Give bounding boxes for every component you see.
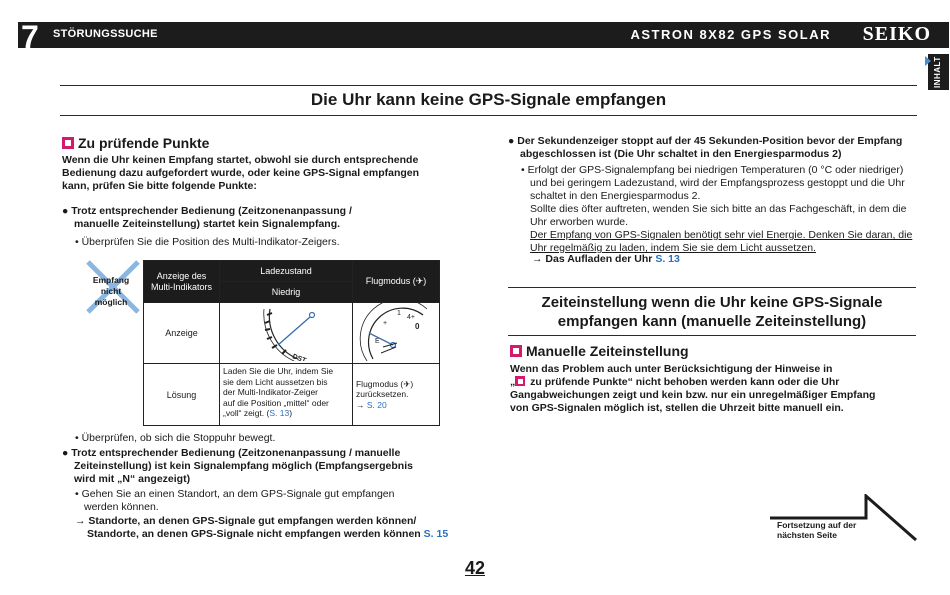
- section-title-text: Manuelle Zeiteinstellung: [526, 343, 689, 359]
- item2-ref-text: Standorte, an denen GPS-Signale gut empfangen werden können/: [88, 515, 417, 527]
- solution-line: der Multi-Indikator-Zeiger: [223, 387, 318, 397]
- continue-line: Fortsetzung auf der: [777, 520, 857, 530]
- dial-flight-cell: [352, 303, 439, 364]
- item2-reference: [75, 515, 448, 541]
- item3-body-line: • Erfolgt der GPS-Signalempfang bei niedrigen Temperaturen (0 °C oder niedriger): [521, 164, 904, 176]
- link-page-15[interactable]: S. 15: [423, 528, 449, 540]
- solution-line: auf die Position „mittel“ oder: [223, 397, 329, 408]
- subtitle-rule-bottom: [508, 335, 916, 336]
- contents-arrow-icon[interactable]: [925, 56, 931, 66]
- section-title-text: Zu prüfende Punkte: [78, 135, 210, 151]
- item1-heading: [62, 205, 352, 231]
- item1-sub2: • Überprüfen, ob sich die Stoppuhr bewegt.: [75, 432, 276, 444]
- header-bar: [18, 19, 949, 55]
- solution-line: Laden Sie die Uhr, indem Sie: [223, 366, 334, 376]
- table-header-multi: [144, 261, 220, 303]
- dial-mark: 1: [396, 310, 401, 317]
- section-marker-icon: [62, 137, 74, 149]
- table-header-text: Multi-Indikators: [151, 281, 213, 292]
- section-marker-icon: [510, 345, 522, 357]
- dial-mark: E: [374, 338, 380, 345]
- link-page-13[interactable]: S. 13: [269, 408, 290, 418]
- manual-time-title-line: empfangen kann (manuelle Zeiteinstellung): [557, 313, 867, 330]
- page-number: 42: [464, 558, 486, 578]
- item3-body-line: Sollte dies öfter auftreten, wenden Sie sich bitte an das Fachgeschäft, in dem die: [530, 203, 907, 215]
- dial-dst-label: DST: [291, 353, 307, 361]
- item1-heading-line: manuelle Zeiteinstellung) startet kein Signalempfang.: [74, 218, 341, 230]
- solution-text: „voll“ zeigt. (: [223, 408, 270, 418]
- ref-arrow-icon: →: [355, 399, 365, 410]
- manual-body-line: von GPS-Signalen möglich ist, stellen die Uhrzeit bitte manuell ein.: [510, 402, 844, 414]
- link-page-13b[interactable]: S. 13: [655, 253, 680, 265]
- item2-ref-line: [75, 528, 448, 541]
- solution-line: [356, 400, 436, 411]
- ref-arrow-icon: →: [532, 253, 543, 265]
- item2-heading-line: wird mit „N“ angezeigt): [74, 473, 191, 485]
- chapter-title: STÖRUNGSSUCHE: [53, 28, 158, 40]
- intro-line: Bedienung dazu aufgefordert wurde, oder keine GPS-Signal empfangen: [62, 167, 420, 179]
- manual-time-title: [508, 293, 916, 331]
- title-rule-bottom: [60, 115, 917, 116]
- no-reception-line: Empfang: [92, 275, 130, 285]
- indicator-table: [143, 260, 440, 426]
- item3-body-line: Uhr erworben wurde.: [530, 216, 629, 228]
- brand-logo: SEIKO: [862, 23, 931, 45]
- item3-note-line: Der Empfang von GPS-Signalen benötigt sehr viel Energie. Denken Sie daran, die: [530, 229, 913, 241]
- table-row-display: Anzeige: [144, 303, 220, 364]
- link-page-20[interactable]: S. 20: [366, 399, 387, 410]
- solution-line: [223, 408, 349, 419]
- item3-heading-line: ● Der Sekundenzeiger stoppt auf der 45 Sekunden-Position bevor der Empfang: [508, 135, 903, 147]
- item3-heading: [508, 135, 902, 161]
- section-title-manual: [510, 343, 689, 359]
- intro-text: [62, 154, 419, 193]
- dial-mark: 4+: [406, 314, 415, 321]
- manual-body-line: Gangabweichungen zeigt und kein bzw. nur ein unregelmäßiger Empfang: [510, 389, 876, 401]
- table-header-text: Anzeige des: [156, 270, 207, 281]
- item3-body-line: schaltet in den Energiesparmodus 2.: [530, 190, 701, 202]
- dial-mark: +: [382, 320, 388, 327]
- model-name: ASTRON 8X82 GPS SOLAR: [630, 27, 831, 42]
- intro-line: kann, prüfen Sie bitte folgende Punkte:: [62, 180, 257, 192]
- item3-body: [521, 164, 912, 255]
- section-title-check-points: [62, 135, 209, 151]
- dial-mark: 0: [414, 322, 420, 331]
- table-header-flight: Flugmodus (✈): [352, 261, 439, 303]
- item2-sub: [75, 488, 394, 514]
- open-quote: „: [510, 376, 516, 388]
- item2-sub-line: werden können.: [84, 501, 159, 513]
- solution-line: zurücksetzen.: [355, 389, 409, 400]
- solution-charge: [220, 364, 353, 426]
- item2-heading-line: ● Trotz entsprechender Bedienung (Zeitzonenanpassung / manuelle: [62, 447, 401, 459]
- table-header-low: Niedrig: [220, 282, 353, 303]
- item2-ref-line: [75, 515, 448, 528]
- no-reception-label: [84, 275, 138, 308]
- continue-line: nächsten Seite: [777, 530, 837, 540]
- item2-heading: [62, 447, 413, 486]
- ref-arrow-icon: →: [75, 515, 86, 527]
- no-reception-line: nicht möglich: [94, 286, 128, 307]
- item2-sub-line: • Gehen Sie an einen Standort, an dem GPS-Signale gut empfangen: [75, 488, 395, 500]
- item3-heading-line: abgeschlossen ist (Die Uhr schaltet in den Energiesparmodus 2): [520, 148, 842, 160]
- item3-note-line: Uhr regelmäßig zu laden, indem Sie sie dem Licht aussetzen.: [530, 242, 816, 254]
- manual-body: [510, 363, 875, 415]
- intro-line: Wenn die Uhr keinen Empfang startet, obwohl sie durch entsprechende: [62, 154, 419, 166]
- item3-ref-text: Das Aufladen der Uhr: [545, 253, 653, 265]
- item2-heading-line: Zeiteinstellung) ist kein Signalempfang möglich (Empfangsergebnis: [74, 460, 413, 472]
- item3-reference: [532, 253, 680, 266]
- item3-body-line: und bei geringem Ladezustand, wird der Empfangsprozess gestoppt und die Uhr: [530, 177, 905, 189]
- item1-heading-line: ● Trotz entsprechender Bedienung (Zeitzonenanpassung /: [62, 205, 352, 217]
- manual-body-line: [510, 376, 875, 389]
- solution-line: Flugmodus (✈): [355, 378, 414, 389]
- solution-flight: [352, 364, 439, 426]
- subtitle-rule-top: [508, 287, 916, 288]
- manual-body-text: zu prüfende Punkte“ nicht behoben werden kann oder die Uhr: [530, 376, 840, 388]
- item2-ref-text: Standorte, an denen GPS-Signale nicht empfangen werden können: [87, 528, 421, 540]
- section-marker-icon: [515, 376, 525, 386]
- solution-text: ): [289, 408, 293, 418]
- manual-body-line: Wenn das Problem auch unter Berücksichtigung der Hinweise in: [510, 363, 833, 375]
- chapter-number: 7: [21, 19, 39, 55]
- manual-time-title-line: Zeiteinstellung wenn die Uhr keine GPS-Signale: [541, 294, 883, 311]
- table-header-charge: Ladezustand: [220, 261, 353, 282]
- continue-label: [777, 520, 856, 540]
- dial-low-cell: [220, 303, 353, 364]
- contents-tab-label[interactable]: INHALT: [933, 56, 942, 88]
- table-row-solution: Lösung: [144, 364, 220, 426]
- dial-flight-illustration: [353, 303, 439, 361]
- page-title: Die Uhr kann keine GPS-Signale empfangen: [310, 90, 667, 109]
- title-rule-top: [60, 85, 917, 86]
- solution-line: sie dem Licht aussetzen bis: [223, 376, 328, 387]
- dial-low-illustration: [220, 303, 351, 361]
- item1-sub: • Überprüfen Sie die Position des Multi-Indikator-Zeigers.: [75, 236, 340, 248]
